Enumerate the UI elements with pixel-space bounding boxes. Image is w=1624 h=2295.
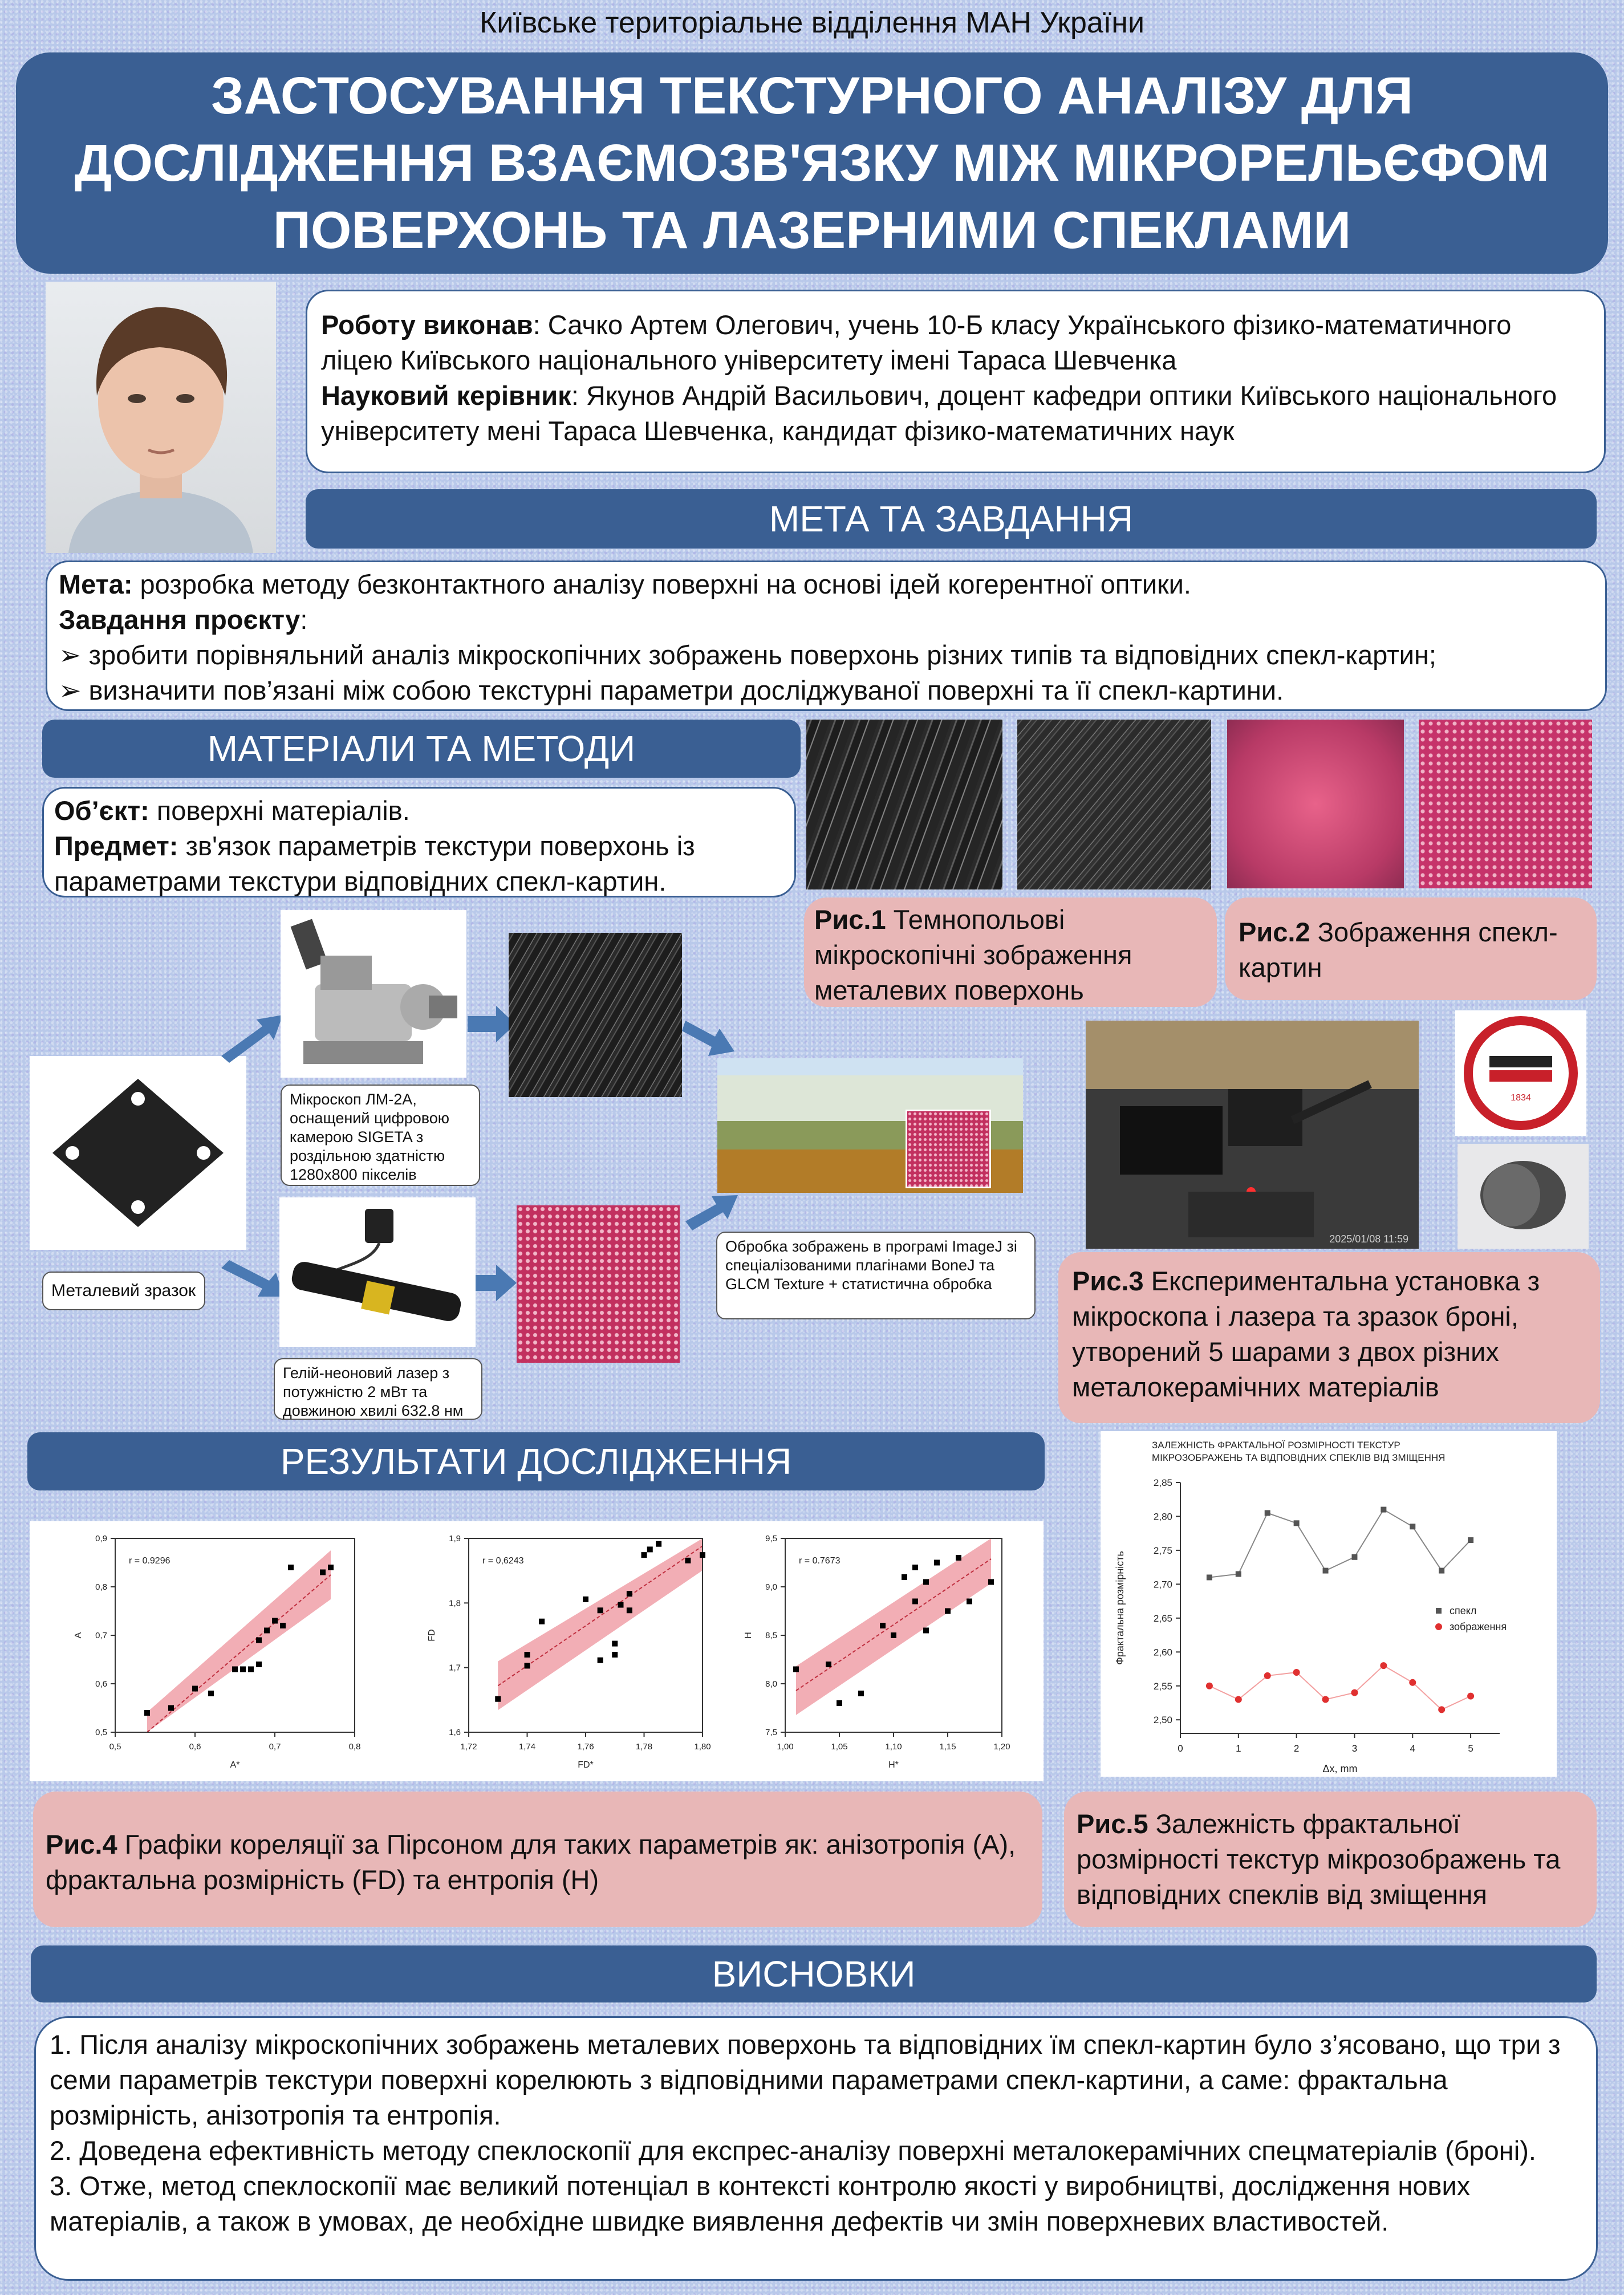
organization-name: Київське територіальне відділення МАН України xyxy=(479,6,1144,39)
data-point xyxy=(168,1705,174,1711)
data-point xyxy=(1293,1669,1300,1676)
x-tick-label: 1,74 xyxy=(518,1742,536,1752)
y-tick-label: 2,75 xyxy=(1153,1545,1172,1556)
y-axis-label: FD xyxy=(427,1629,437,1642)
arrow-right-icon-3 xyxy=(682,1021,734,1056)
data-point xyxy=(320,1570,326,1575)
fig3-label: Рис.3 xyxy=(1072,1266,1144,1296)
y-tick-label: 2,80 xyxy=(1153,1511,1172,1522)
x-axis-label: FD* xyxy=(578,1760,594,1770)
correlation-charts-panel xyxy=(30,1521,1044,1781)
correlation-coefficient: r = 0.9296 xyxy=(129,1556,170,1566)
y-tick-label: 8,5 xyxy=(765,1631,777,1640)
x-tick-label: 0,8 xyxy=(348,1742,361,1752)
conclusion-3: 3. Отже, метод спеклоскопії має великий потенціал в контексті контролю якості у виробництві, дослідження нових матеріалів, а також в умовах, де необхідне швидке виявлення дефектів чи змін поверхневих властивостей. xyxy=(50,2171,1471,2236)
data-point xyxy=(495,1696,501,1702)
scatter-plot-1 xyxy=(74,1534,360,1770)
data-point xyxy=(598,1607,603,1613)
data-point xyxy=(1381,1507,1386,1513)
y-axis-label: H xyxy=(744,1632,753,1639)
fig3-caption xyxy=(1058,1252,1600,1423)
data-point xyxy=(240,1667,246,1672)
conclusion-1: 1. Після аналізу мікроскопічних зображень металевих поверхонь та відповідних їм спекл-картин було з’ясовано, що три з семи параметрів текстури поверхні корелюють з відповідними параметрами спекл-картини, а саме: фрактальна розмірність, анізотропія та ентропія. xyxy=(50,2029,1561,2130)
speckle-image-1 xyxy=(1227,720,1404,888)
y-tick-label: 9,5 xyxy=(765,1534,777,1543)
y-tick-label: 0,8 xyxy=(95,1582,107,1592)
data-point xyxy=(1206,1683,1213,1689)
data-point xyxy=(858,1691,864,1696)
y-tick-label: 1,6 xyxy=(449,1728,461,1737)
subject-label: Предмет: xyxy=(54,831,178,861)
data-point xyxy=(1207,1574,1212,1580)
x-tick-label: 0,5 xyxy=(109,1742,121,1752)
x-axis-label: A* xyxy=(230,1760,240,1770)
data-point xyxy=(826,1662,831,1667)
y-tick-label: 0,5 xyxy=(95,1728,107,1737)
task-1-text: зробити порівняльний аналіз мікроскопічних зображень поверхонь різних типів та відповідних спекл-картин; xyxy=(88,640,1436,670)
data-point xyxy=(967,1599,972,1605)
data-point xyxy=(272,1618,278,1624)
armor-sample-photo xyxy=(1457,1144,1589,1249)
y-tick-label: 1,9 xyxy=(449,1534,461,1543)
metal-sample-image xyxy=(30,1056,246,1250)
task-2-text: визначити пов’язані між собою текстурні параметри досліджуваної поверхні та її спекл-картини. xyxy=(88,675,1284,705)
supervisor-text: : Якунов Андрій Васильович, доцент кафедри оптики Київського національного університету мені Тараса Шевченка, кандидат фізико-математичних наук xyxy=(321,380,1557,446)
fractal-dimension-chart xyxy=(1101,1431,1557,1777)
correlation-coefficient: r = 0,6243 xyxy=(482,1556,524,1566)
title-line-3: ПОВЕРХОНЬ ТА ЛАЗЕРНИМИ СПЕКЛАМИ xyxy=(273,201,1351,259)
y-axis-label: A xyxy=(74,1632,83,1639)
data-point xyxy=(264,1628,270,1634)
microscope-image-1 xyxy=(806,720,1002,889)
data-point xyxy=(685,1558,691,1563)
legend-marker xyxy=(1436,1608,1442,1614)
x-tick-label: 4 xyxy=(1410,1743,1416,1754)
data-point xyxy=(598,1658,603,1663)
title-line-1: ЗАСТОСУВАННЯ ТЕКСТУРНОГО АНАЛІЗУ ДЛЯ xyxy=(211,67,1413,125)
fig1-text: Темнопольові мікроскопічні зображення металевих поверхонь xyxy=(814,904,1132,1005)
conclusions-box xyxy=(34,2016,1598,2281)
x-tick-label: 1,15 xyxy=(939,1742,956,1752)
data-point xyxy=(891,1632,896,1638)
arrow-up-icon xyxy=(221,1015,283,1063)
data-point xyxy=(232,1667,238,1672)
subject-text: зв'язок параметрів текстури поверхонь із параметрами текстури відповідних спекл-картин. xyxy=(54,831,695,896)
data-point xyxy=(525,1652,530,1658)
data-point xyxy=(144,1710,150,1716)
x-tick-label: 1 xyxy=(1236,1743,1241,1754)
supervisor-label: Науковий керівник xyxy=(321,380,571,411)
data-point xyxy=(934,1560,940,1566)
data-point xyxy=(1264,1672,1271,1679)
data-point xyxy=(1351,1554,1357,1560)
aim-text: розробка методу безконтактного аналізу поверхні на основі ідей когерентної оптики. xyxy=(132,569,1191,599)
data-point xyxy=(912,1599,918,1605)
fig4-caption xyxy=(33,1792,1042,1927)
tasks-label: Завдання проєкту xyxy=(59,604,301,635)
poster-title xyxy=(16,52,1608,274)
data-point xyxy=(1410,1524,1415,1529)
x-tick-label: 0,7 xyxy=(269,1742,281,1752)
data-point xyxy=(923,1628,929,1634)
data-point xyxy=(1322,1696,1329,1703)
x-tick-label: 1,72 xyxy=(460,1742,477,1752)
object-box xyxy=(42,787,796,897)
legend-marker xyxy=(1435,1623,1442,1630)
fig1-caption xyxy=(804,897,1217,1007)
chart-title-line-1: ЗАЛЕЖНІСТЬ ФРАКТАЛЬНОЇ РОЗМІРНОСТІ ТЕКСТУР xyxy=(1152,1440,1400,1451)
data-point xyxy=(280,1623,286,1628)
regression-line xyxy=(147,1575,331,1732)
setup-photo xyxy=(1086,1021,1419,1249)
series-2 xyxy=(1206,1621,1507,1713)
x-tick-label: 1,80 xyxy=(694,1742,711,1752)
data-point xyxy=(1351,1689,1358,1696)
x-tick-label: 5 xyxy=(1468,1743,1473,1754)
aim-label: Мета: xyxy=(59,569,133,599)
y-tick-label: 0,9 xyxy=(95,1534,107,1543)
laser-image xyxy=(279,1197,476,1347)
task-item: ➢ зробити порівняльний аналіз мікроскопічних зображень поверхонь різних типів та відповідних спекл-картин; xyxy=(59,640,1436,670)
laser-label: Гелій-неоновий лазер з потужністю 2 мВт та довжиною хвилі 632.8 нм xyxy=(274,1358,482,1420)
x-tick-label: 1,10 xyxy=(885,1742,902,1752)
imagej-screenshot xyxy=(717,1058,1023,1193)
speckle-pattern-image xyxy=(517,1205,680,1363)
sample-label: Металевий зразок xyxy=(42,1272,205,1310)
x-tick-label: 0 xyxy=(1178,1743,1183,1754)
data-point xyxy=(583,1597,588,1602)
microscope-image-2 xyxy=(1017,720,1211,889)
data-point xyxy=(793,1667,799,1672)
data-point xyxy=(618,1602,624,1608)
chart-title-line-2: МІКРОЗОБРАЖЕНЬ ТА ВІДПОВІДНИХ СПЕКЛІВ ВІД ЗМІЩЕННЯ xyxy=(1152,1452,1446,1463)
x-tick-label: 1,20 xyxy=(993,1742,1010,1752)
data-point xyxy=(656,1541,661,1547)
fig5-label: Рис.5 xyxy=(1077,1809,1148,1839)
section-goal-header: МЕТА ТА ЗАВДАННЯ xyxy=(306,489,1597,549)
data-point xyxy=(1235,1696,1242,1703)
x-tick-label: 1,00 xyxy=(777,1742,794,1752)
x-tick-label: 2 xyxy=(1293,1743,1300,1754)
authors-box xyxy=(306,290,1606,473)
scatter-plot-3 xyxy=(744,1534,1010,1770)
data-point xyxy=(1380,1662,1387,1669)
y-tick-label: 1,8 xyxy=(449,1598,461,1608)
x-tick-label: 0,6 xyxy=(189,1742,201,1752)
data-point xyxy=(880,1623,886,1628)
logo-year: 1834 xyxy=(1511,1093,1531,1103)
y-tick-label: 2,55 xyxy=(1153,1680,1172,1692)
confidence-band xyxy=(498,1538,703,1710)
data-point xyxy=(988,1579,994,1585)
microscope-label: Мікроскоп ЛМ-2А, оснащений цифровою камерою SIGETA з роздільною здатністю 1280x800 пікселів xyxy=(281,1084,480,1186)
processing-label: Обробка зображень в програмі ImageJ зі спеціалізованими плагінами BoneJ та GLCM Texture + статистична обробка xyxy=(716,1232,1036,1319)
data-point xyxy=(525,1663,530,1668)
data-point xyxy=(627,1607,632,1613)
section-methods-header: МАТЕРІАЛИ ТА МЕТОДИ xyxy=(42,720,801,778)
data-point xyxy=(256,1638,262,1643)
data-point xyxy=(1236,1571,1241,1577)
data-point xyxy=(923,1579,929,1585)
x-tick-label: 1,05 xyxy=(831,1742,848,1752)
data-point xyxy=(912,1565,918,1570)
data-point xyxy=(700,1552,705,1558)
x-tick-label: 1,76 xyxy=(577,1742,594,1752)
y-tick-label: 2,85 xyxy=(1153,1477,1172,1488)
speckle-image-2 xyxy=(1419,720,1592,888)
data-point xyxy=(612,1652,618,1658)
conclusion-2: 2. Доведена ефективність методу спеклоскопії для експрес-аналізу поверхні металокерамічних спецматеріалів (броні). xyxy=(50,2135,1536,2166)
data-point xyxy=(837,1700,842,1706)
y-axis-label: Фрактальна розмірність xyxy=(1114,1551,1126,1665)
y-tick-label: 2,50 xyxy=(1153,1715,1172,1726)
photo-timestamp: 2025/01/08 11:59 xyxy=(1329,1233,1408,1245)
microscope-image xyxy=(281,910,466,1078)
microscope-surface-image xyxy=(509,933,682,1097)
y-tick-label: 1,7 xyxy=(449,1663,461,1673)
y-tick-label: 0,7 xyxy=(95,1631,107,1640)
data-point xyxy=(328,1565,334,1570)
series-line xyxy=(1209,1510,1471,1578)
data-point xyxy=(612,1641,618,1647)
correlation-coefficient: r = 0.7673 xyxy=(799,1556,841,1566)
data-point xyxy=(256,1662,262,1667)
data-point xyxy=(288,1565,294,1570)
arrow-right-icon-4 xyxy=(685,1195,738,1230)
fractal-chart-panel xyxy=(1101,1431,1557,1777)
correlation-charts xyxy=(30,1521,1044,1781)
y-tick-label: 9,0 xyxy=(765,1582,777,1592)
y-tick-label: 7,5 xyxy=(765,1728,777,1737)
y-tick-label: 8,0 xyxy=(765,1679,777,1689)
data-point xyxy=(1438,1706,1445,1713)
y-tick-label: 2,60 xyxy=(1153,1647,1172,1658)
title-line-2: ДОСЛІДЖЕННЯ ВЗАЄМОЗВ'ЯЗКУ МІЖ МІКРОРЕЛЬЄФОМ xyxy=(74,134,1550,192)
fig5-text: Залежність фрактальної розмірності текстур мікрозображень та відповідних спеклів від зміщення xyxy=(1077,1809,1561,1910)
series-line xyxy=(1209,1666,1471,1709)
y-tick-label: 0,6 xyxy=(95,1679,107,1689)
data-point xyxy=(627,1591,632,1597)
fig3-text: Експериментальна установка з мікроскопа і лазера та зразок броні, утворений 5 шарами з двох різних металокерамічних матеріалів xyxy=(1072,1266,1540,1402)
imagej-speckle-window xyxy=(906,1110,991,1188)
data-point xyxy=(248,1667,254,1672)
author-label: Роботу виконав xyxy=(321,310,533,340)
data-point xyxy=(192,1686,198,1692)
data-point xyxy=(1468,1537,1473,1543)
fig5-caption xyxy=(1064,1792,1597,1927)
section-results-header: РЕЗУЛЬТАТИ ДОСЛІДЖЕННЯ xyxy=(27,1432,1045,1490)
fig4-text: Графіки кореляції за Пірсоном для таких параметрів як: анізотропія (A), фрактальна розмірність (FD) та ентропія (H) xyxy=(46,1829,1016,1895)
confidence-band xyxy=(147,1550,331,1732)
fig2-caption xyxy=(1225,897,1597,1000)
x-axis-label: H* xyxy=(888,1760,899,1770)
object-label: Об’єкт: xyxy=(54,795,149,826)
arrow-right-icon-2 xyxy=(471,1265,517,1301)
x-axis-label: Δx, mm xyxy=(1322,1763,1358,1774)
data-point xyxy=(539,1619,545,1624)
fig2-label: Рис.2 xyxy=(1239,917,1310,947)
university-logo xyxy=(1455,1010,1586,1136)
fig4-label: Рис.4 xyxy=(46,1829,117,1859)
data-point xyxy=(1439,1568,1444,1574)
object-text: поверхні матеріалів. xyxy=(149,795,410,826)
y-tick-label: 2,70 xyxy=(1153,1579,1172,1590)
section-conclusions-header: ВИСНОВКИ xyxy=(31,1945,1597,2002)
scatter-plot-2 xyxy=(427,1534,711,1770)
fig2-text: Зображення спекл-картин xyxy=(1239,917,1558,982)
data-point xyxy=(647,1546,653,1552)
y-tick-label: 2,65 xyxy=(1153,1612,1172,1624)
fig1-label: Рис.1 xyxy=(814,904,886,935)
tasks-colon: : xyxy=(300,604,308,635)
data-point xyxy=(1323,1568,1329,1574)
task-item: ➢ визначити пов’язані між собою текстурні параметри досліджуваної поверхні та її спекл-картини. xyxy=(59,675,1284,705)
arrow-down-icon xyxy=(221,1260,284,1297)
goal-box xyxy=(46,560,1607,711)
data-point xyxy=(642,1552,647,1558)
series-1 xyxy=(1207,1507,1476,1616)
data-point xyxy=(945,1608,951,1614)
x-tick-label: 3 xyxy=(1351,1743,1358,1754)
author-portrait xyxy=(46,282,276,553)
data-point xyxy=(1467,1693,1474,1700)
data-point xyxy=(956,1555,961,1561)
legend-label: спекл xyxy=(1450,1605,1477,1616)
author-text: : Сачко Артем Олегович, учень 10-Б класу Українського фізико-математичного ліцею Київського національного університету імені Тараса Шевченка xyxy=(321,310,1512,375)
data-point xyxy=(1409,1679,1416,1686)
x-tick-label: 1,78 xyxy=(635,1742,653,1752)
data-point xyxy=(208,1691,214,1696)
data-point xyxy=(1265,1510,1270,1516)
data-point xyxy=(1294,1520,1300,1526)
legend-label: зображення xyxy=(1450,1620,1507,1632)
data-point xyxy=(902,1574,907,1580)
